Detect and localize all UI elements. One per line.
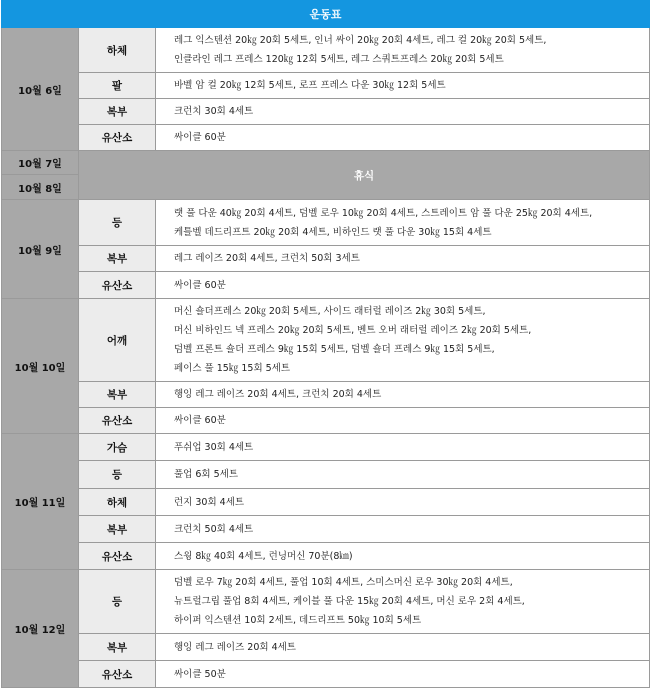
table-title: 운동표 <box>2 1 650 28</box>
exercise-line: 크런치 30회 4세트 <box>174 106 254 117</box>
table-row <box>2 461 650 489</box>
part-cell: 등 <box>79 461 156 489</box>
exercise-cell <box>156 461 650 489</box>
part-cell: 하체 <box>79 489 156 516</box>
date-cell: 10월 10일 <box>2 299 79 434</box>
part-cell: 유산소 <box>79 408 156 434</box>
exercise-line: 머신 숄더프레스 20㎏ 20회 5세트, 사이드 래터럴 레이즈 2㎏ 30회 5세트, <box>174 306 486 317</box>
exercise-line: 레그 익스텐션 20㎏ 20회 5세트, 인너 싸이 20㎏ 20회 4세트, 레그 컬 20㎏ 20회 5세트, <box>174 35 547 46</box>
table-row <box>2 516 650 543</box>
part-cell: 등 <box>79 200 156 246</box>
part-cell: 등 <box>79 570 156 634</box>
exercise-line: 케틀벨 데드리프트 20㎏ 20회 4세트, 비하인드 랫 풀 다운 30㎏ 15회 4세트 <box>174 226 492 238</box>
part-cell: 하체 <box>79 28 156 73</box>
table-row <box>2 382 650 408</box>
part-cell: 어깨 <box>79 299 156 382</box>
table-row <box>2 28 650 73</box>
workout-table-body <box>2 1 650 688</box>
exercise-line: 머신 비하인드 넥 프레스 20㎏ 20회 5세트, 벤트 오버 래터럴 레이즈 2㎏ 20회 5세트, <box>174 325 532 336</box>
exercise-cell <box>156 543 650 570</box>
part-cell: 유산소 <box>79 543 156 570</box>
part-cell: 유산소 <box>79 272 156 299</box>
table-row <box>2 246 650 272</box>
exercise-line: 싸이클 50분 <box>174 668 226 680</box>
table-row <box>2 125 650 151</box>
part-cell: 복부 <box>79 99 156 125</box>
exercise-cell <box>156 516 650 543</box>
part-cell: 복부 <box>79 516 156 543</box>
exercise-line: 풀업 6회 5세트 <box>174 469 239 480</box>
exercise-line: 랫 풀 다운 40㎏ 20회 4세트, 덤벨 로우 10㎏ 20회 4세트, 스트레이트 암 풀 다운 25㎏ 20회 4세트, <box>174 207 593 219</box>
exercise-line: 페이스 풀 15㎏ 15회 5세트 <box>174 363 291 374</box>
date-cell: 10월 9일 <box>2 200 79 299</box>
exercise-cell <box>156 99 650 125</box>
exercise-line: 덤벨 로우 7㎏ 20회 4세트, 풀업 10회 4세트, 스미스머신 로우 30㎏ 20회 4세트, <box>174 577 513 588</box>
exercise-line: 바벨 암 컬 20㎏ 12회 5세트, 로프 프레스 다운 30㎏ 12회 5세트 <box>174 80 446 91</box>
date-cell: 10월 6일 <box>2 28 79 151</box>
exercise-cell <box>156 299 650 382</box>
exercise-line: 뉴트럴그립 풀업 8회 4세트, 케이블 풀 다운 15㎏ 20회 4세트, 머신 로우 2회 4세트, <box>174 596 525 607</box>
exercise-line: 하이퍼 익스텐션 10회 2세트, 데드리프트 50㎏ 10회 5세트 <box>174 615 422 626</box>
date-cell: 10월 12일 <box>2 570 79 688</box>
workout-table <box>1 0 650 688</box>
table-row <box>2 299 650 382</box>
exercise-cell <box>156 246 650 272</box>
exercise-cell <box>156 382 650 408</box>
date-cell: 10월 7일 <box>2 151 79 175</box>
exercise-cell <box>156 28 650 73</box>
exercise-line: 싸이클 60분 <box>174 415 226 426</box>
table-row <box>2 634 650 661</box>
exercise-cell <box>156 200 650 246</box>
table-row <box>2 408 650 434</box>
table-row <box>2 543 650 570</box>
table-row <box>2 99 650 125</box>
table-row <box>2 200 650 246</box>
part-cell: 유산소 <box>79 661 156 688</box>
table-row <box>2 73 650 99</box>
part-cell: 복부 <box>79 246 156 272</box>
title-row <box>2 1 650 28</box>
exercise-cell <box>156 434 650 461</box>
date-cell: 10월 11일 <box>2 434 79 570</box>
exercise-line: 푸쉬업 30회 4세트 <box>174 441 254 453</box>
table-row <box>2 489 650 516</box>
exercise-line: 행잉 레그 레이즈 20회 4세트, 크런치 20회 4세트 <box>174 389 382 400</box>
exercise-line: 레그 레이즈 20회 4세트, 크런치 50회 3세트 <box>174 253 360 264</box>
exercise-line: 싸이클 60분 <box>174 279 226 291</box>
exercise-cell <box>156 634 650 661</box>
table-row <box>2 151 650 175</box>
exercise-cell <box>156 408 650 434</box>
exercise-line: 덤벨 프론트 숄더 프레스 9㎏ 15회 5세트, 덤벨 숄더 프레스 9㎏ 15회 5세트, <box>174 344 495 355</box>
exercise-line: 싸이클 60분 <box>174 132 226 143</box>
table-row <box>2 661 650 688</box>
date-cell: 10월 8일 <box>2 175 79 200</box>
rest-cell: 휴식 <box>79 151 650 200</box>
exercise-line: 크런치 50회 4세트 <box>174 523 254 535</box>
exercise-line: 인클라인 레그 프레스 120㎏ 12회 5세트, 레그 스쿼트프레스 20㎏ 20회 5세트 <box>174 54 504 65</box>
part-cell: 유산소 <box>79 125 156 151</box>
exercise-line: 스윙 8㎏ 40회 4세트, 런닝머신 70분(8㎞) <box>174 550 353 562</box>
exercise-cell <box>156 73 650 99</box>
table-row <box>2 434 650 461</box>
exercise-line: 런지 30회 4세트 <box>174 496 245 508</box>
part-cell: 팔 <box>79 73 156 99</box>
exercise-line: 행잉 레그 레이즈 20회 4세트 <box>174 641 296 653</box>
table-row <box>2 272 650 299</box>
exercise-cell <box>156 570 650 634</box>
exercise-cell <box>156 125 650 151</box>
part-cell: 복부 <box>79 634 156 661</box>
exercise-cell <box>156 489 650 516</box>
part-cell: 복부 <box>79 382 156 408</box>
exercise-cell <box>156 272 650 299</box>
part-cell: 가슴 <box>79 434 156 461</box>
table-row <box>2 570 650 634</box>
exercise-cell <box>156 661 650 688</box>
